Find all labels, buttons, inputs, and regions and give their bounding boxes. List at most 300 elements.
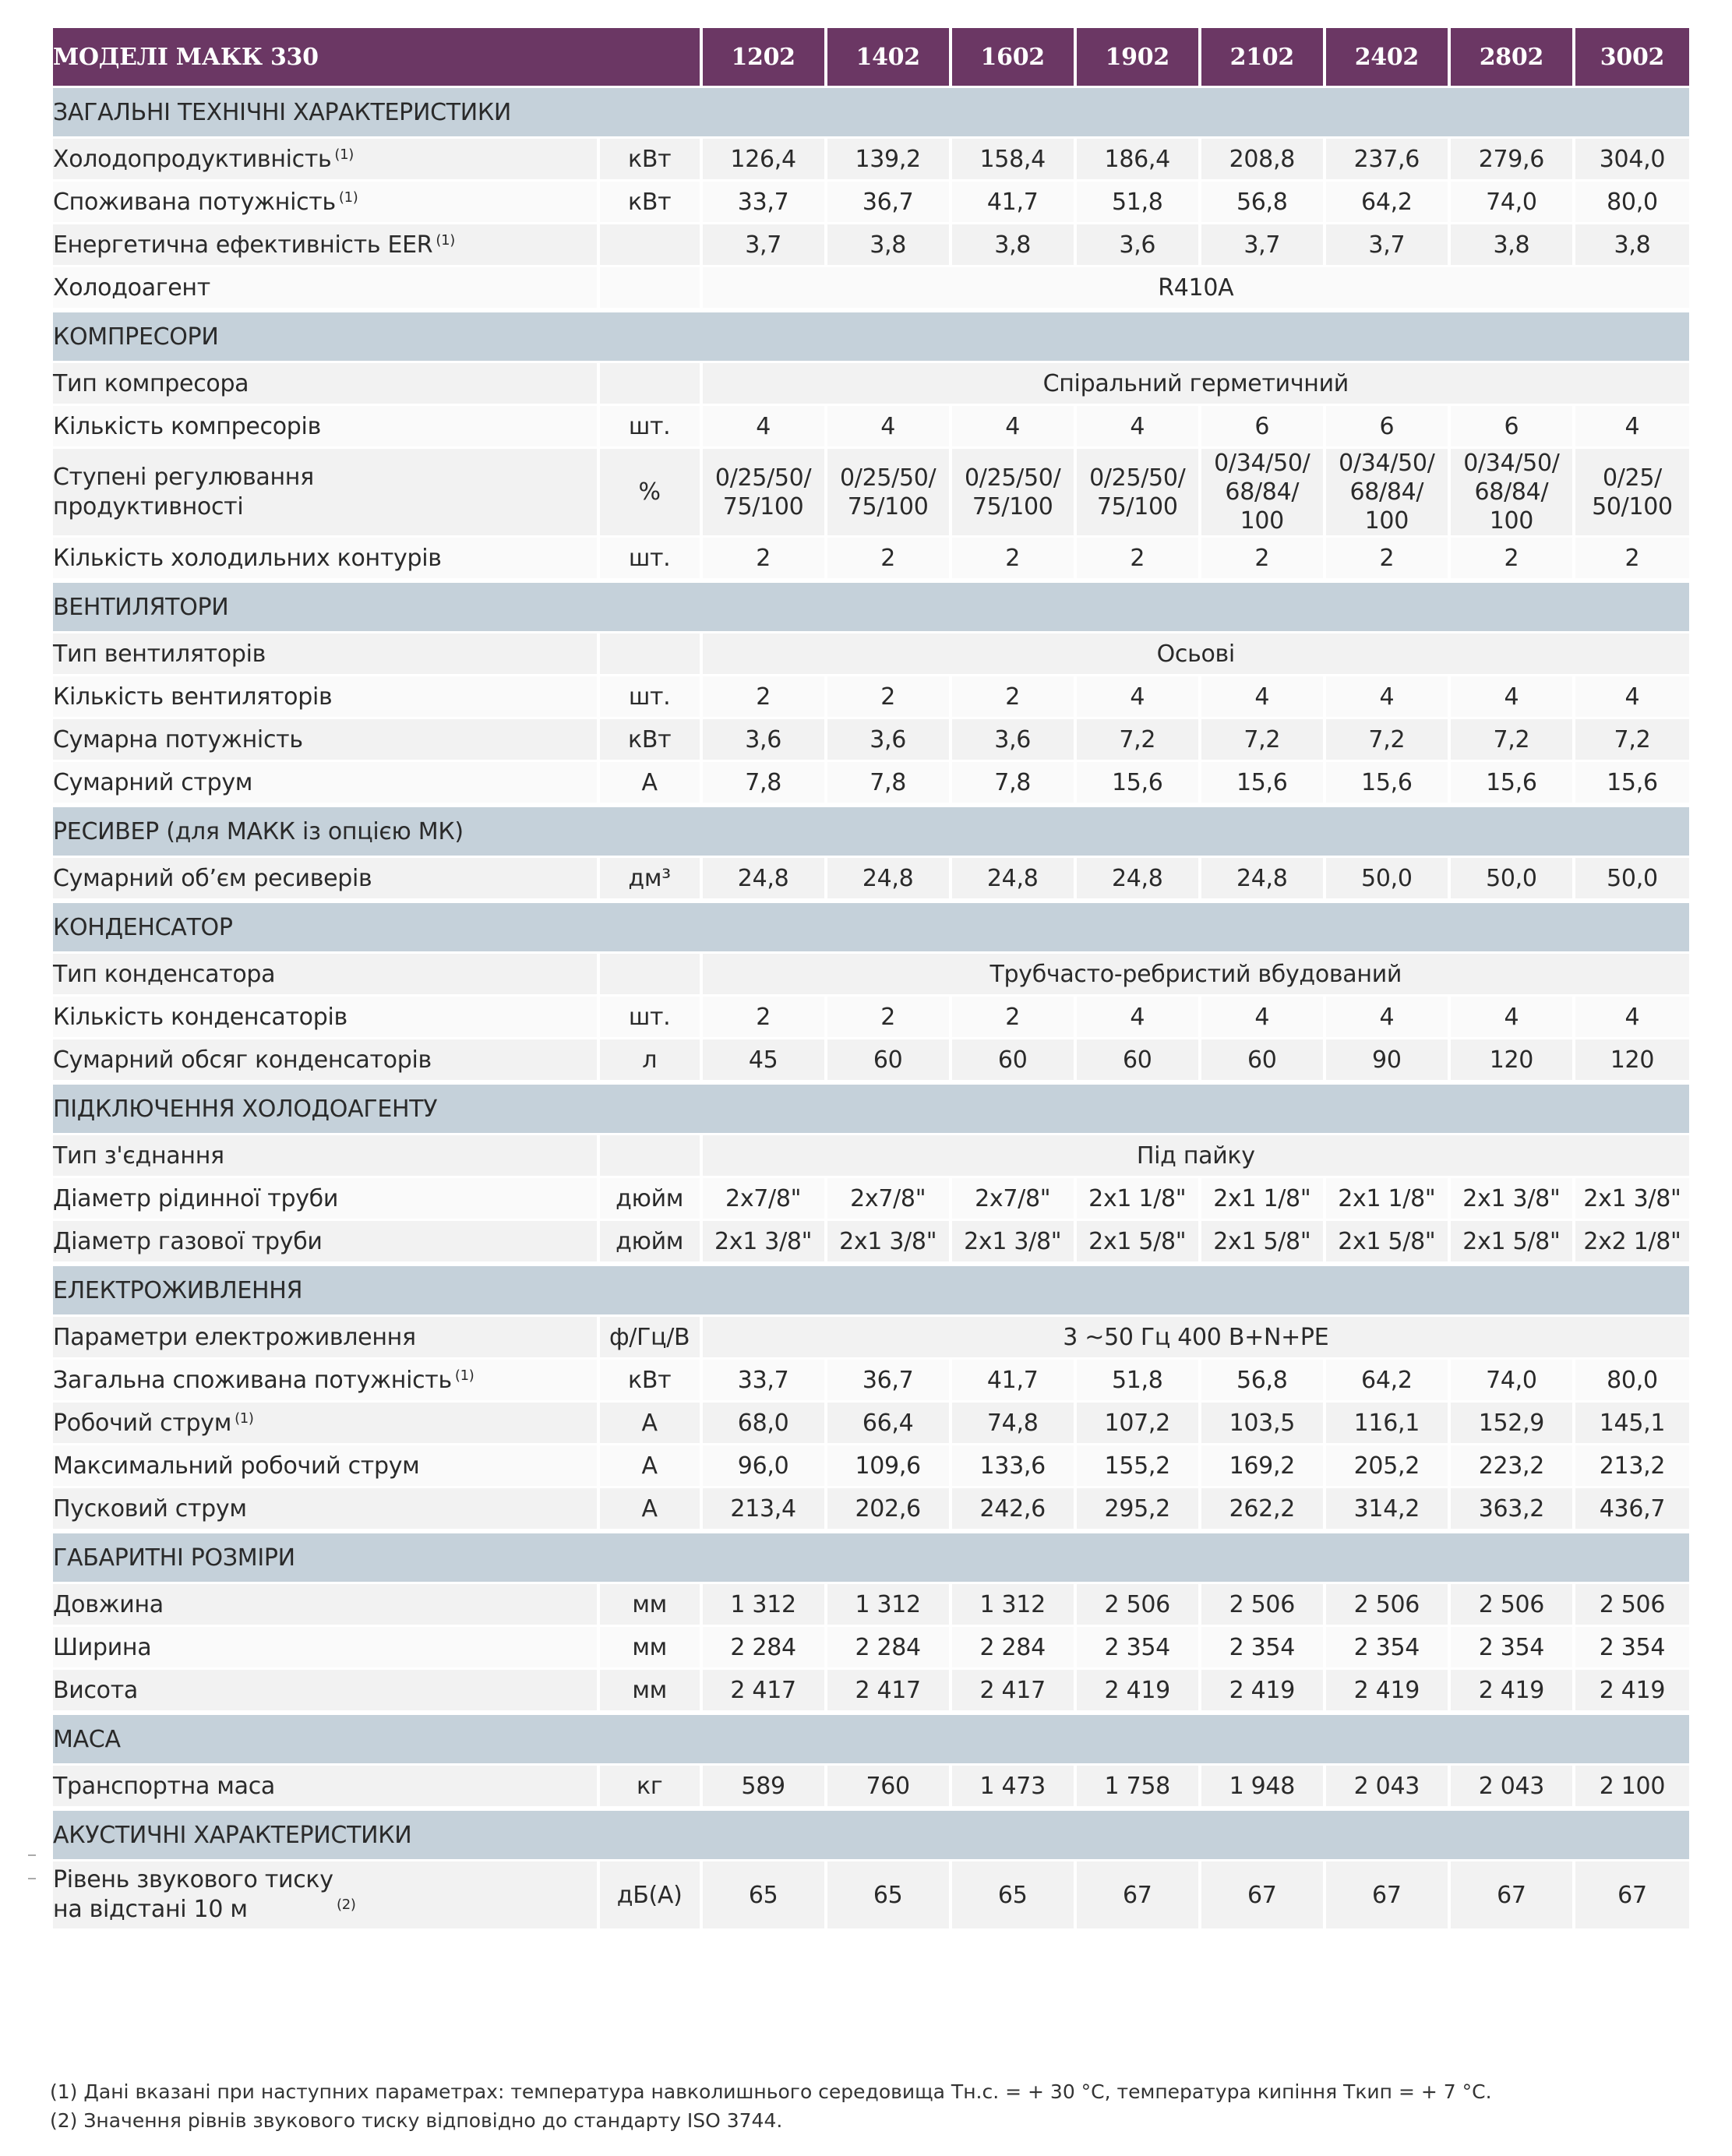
row-unit: кг [600,1766,700,1806]
model-header: 1402 [827,28,949,86]
cell-value: 304,0 [1575,139,1689,179]
section-title: ПІДКЛЮЧЕННЯ ХОЛОДОАГЕНТУ [53,1085,1689,1133]
cell-value: 3,6 [1077,224,1198,265]
model-header: 1902 [1077,28,1198,86]
cell-value: 80,0 [1575,1360,1689,1400]
row-label-text: Кількість вентиляторів [53,683,333,711]
section-title: КОМПРЕСОРИ [53,312,1689,361]
cell-value: 41,7 [952,182,1074,222]
cell-value: 109,6 [827,1445,949,1486]
row-unit [600,954,700,994]
cell-value: 3,8 [1451,224,1572,265]
cell-value: 2 506 [1077,1584,1198,1625]
cell-value: 50,0 [1326,858,1448,898]
row-label [53,224,597,265]
row-unit [600,633,700,674]
cell-value: 7,8 [827,762,949,803]
cell-value: 213,4 [703,1488,824,1529]
cell-value: 242,6 [952,1488,1074,1529]
row-label [53,182,597,222]
table-row [53,406,1689,446]
cell-value: 24,8 [703,858,824,898]
cell-value: 139,2 [827,139,949,179]
cell-value: 7,2 [1451,719,1572,760]
margin-mark [28,1878,36,1879]
cell-value: 2 [1451,538,1572,578]
cell-value: 0/34/50/ 68/84/ 100 [1451,449,1572,535]
cell-value: 2 [703,538,824,578]
footnote-2: (2) Значення рівнів звукового тиску відповідно до стандарту ISO 3744. [50,2109,783,2132]
cell-value: 2 [1201,538,1323,578]
row-unit: А [600,762,700,803]
row-unit: кВт [600,182,700,222]
cell-value: 2x1 5/8" [1201,1221,1323,1261]
table-row [53,1039,1689,1080]
table-row [53,1221,1689,1261]
section-header [53,312,1689,361]
row-label [53,1178,597,1219]
model-header: 1602 [952,28,1074,86]
cell-value: 36,7 [827,182,949,222]
row-unit: шт. [600,997,700,1037]
cell-value: 0/25/50/ 75/100 [952,449,1074,535]
cell-value: 65 [703,1861,824,1928]
cell-value: 2x1 3/8" [1575,1178,1689,1219]
model-header: 2102 [1201,28,1323,86]
row-unit [600,1135,700,1176]
cell-value: 2x1 3/8" [952,1221,1074,1261]
section-title: ЗАГАЛЬНІ ТЕХНІЧНІ ХАРАКТЕРИСТИКИ [53,88,1689,136]
cell-value: 2 506 [1201,1584,1323,1625]
row-label [53,1039,597,1080]
row-label-text: Енергетична ефективність EER [53,231,433,259]
section-title: МАСА [53,1715,1689,1763]
section-title: ГАБАРИТНІ РОЗМІРИ [53,1533,1689,1582]
cell-value: 36,7 [827,1360,949,1400]
row-label-text: Ступені регулювання продуктивності [53,463,314,520]
row-label [53,633,597,674]
section-title: КОНДЕНСАТОР [53,903,1689,951]
footnote-ref: (1) [334,146,355,163]
cell-value: 1 312 [952,1584,1074,1625]
row-label [53,1584,597,1625]
row-unit: дюйм [600,1221,700,1261]
cell-value: 223,2 [1451,1445,1572,1486]
table-row [53,633,1689,674]
cell-value: 3,8 [952,224,1074,265]
cell-value: 2 419 [1326,1670,1448,1710]
cell-value: 80,0 [1575,182,1689,222]
row-unit: кВт [600,719,700,760]
row-label-text: Холодоагент [53,273,210,302]
cell-value: 133,6 [952,1445,1074,1486]
row-unit: шт. [600,538,700,578]
cell-value: 68,0 [703,1403,824,1443]
cell-value: 65 [827,1861,949,1928]
row-label [53,1221,597,1261]
row-label-text: Діаметр газової труби [53,1227,323,1255]
row-label [53,449,597,535]
cell-value: 4 [1077,997,1198,1037]
cell-value: 67 [1201,1861,1323,1928]
cell-value: 4 [1326,997,1448,1037]
cell-value: 2 043 [1326,1766,1448,1806]
cell-value: 103,5 [1201,1403,1323,1443]
cell-value: 262,2 [1201,1488,1323,1529]
cell-value: 7,2 [1077,719,1198,760]
cell-value: 15,6 [1575,762,1689,803]
cell-value: 50,0 [1575,858,1689,898]
cell-value: 314,2 [1326,1488,1448,1529]
table-row [53,224,1689,265]
footnotes [50,2077,1492,2135]
cell-value: 2 284 [703,1627,824,1667]
section-title: РЕСИВЕР (для МАКК із опцією МК) [53,807,1689,856]
cell-value: 2x1 3/8" [827,1221,949,1261]
row-label [53,1766,597,1806]
table-row [53,538,1689,578]
cell-value: 436,7 [1575,1488,1689,1529]
row-label-text: Висота [53,1676,138,1704]
table-row [53,1766,1689,1806]
table-row [53,954,1689,994]
cell-value: 3,8 [1575,224,1689,265]
table-row [53,139,1689,179]
row-unit: кВт [600,1360,700,1400]
row-unit: А [600,1403,700,1443]
cell-value: 4 [952,406,1074,446]
model-header: 2802 [1451,28,1572,86]
section-header [53,903,1689,951]
row-unit: дюйм [600,1178,700,1219]
cell-value: 2 [1575,538,1689,578]
row-label-text: Кількість компресорів [53,412,321,440]
row-label [53,719,597,760]
cell-value: 120 [1575,1039,1689,1080]
row-label-text: Максимальний робочий струм [53,1452,420,1480]
cell-value: 2x2 1/8" [1575,1221,1689,1261]
row-label-text: Ширина [53,1633,152,1661]
spec-table [50,28,1692,1931]
row-label [53,1670,597,1710]
cell-value: 2x7/8" [952,1178,1074,1219]
table-row [53,1670,1689,1710]
row-label [53,538,597,578]
cell-value: 64,2 [1326,1360,1448,1400]
cell-value: 24,8 [1077,858,1198,898]
cell-value: 2x1 5/8" [1077,1221,1198,1261]
cell-value: 169,2 [1201,1445,1323,1486]
cell-value: 3,6 [703,719,824,760]
table-row [53,182,1689,222]
section-header [53,1715,1689,1763]
cell-value: 24,8 [1201,858,1323,898]
cell-value: 60 [1077,1039,1198,1080]
table-row [53,1627,1689,1667]
cell-value: 2 [827,538,949,578]
cell-value: 2 419 [1575,1670,1689,1710]
cell-value: 2x1 3/8" [1451,1178,1572,1219]
cell-value: 7,8 [952,762,1074,803]
cell-value: 116,1 [1326,1403,1448,1443]
cell-value: 67 [1575,1861,1689,1928]
model-header: 3002 [1575,28,1689,86]
table-row [53,997,1689,1037]
cell-value: 15,6 [1077,762,1198,803]
row-label [53,363,597,404]
cell-value: 2 [703,997,824,1037]
cell-value: 2 506 [1326,1584,1448,1625]
row-label-text: Пусковий струм [53,1494,247,1523]
cell-value: 6 [1201,406,1323,446]
cell-value: 4 [827,406,949,446]
row-label-text: Кількість холодильних контурів [53,544,442,572]
cell-value: 4 [1077,676,1198,717]
cell-value: 2 [827,997,949,1037]
cell-value: 2 417 [703,1670,824,1710]
table-row [53,1360,1689,1400]
cell-value: 4 [1575,676,1689,717]
cell-value: 2 419 [1451,1670,1572,1710]
cell-value: 213,2 [1575,1445,1689,1486]
section-title: АКУСТИЧНІ ХАРАКТЕРИСТИКИ [53,1811,1689,1859]
cell-value: 145,1 [1575,1403,1689,1443]
cell-value: 2x1 5/8" [1451,1221,1572,1261]
row-unit: % [600,449,700,535]
cell-value: 4 [1201,676,1323,717]
row-unit: А [600,1488,700,1529]
cell-value: 0/25/50/ 75/100 [1077,449,1198,535]
row-unit: л [600,1039,700,1080]
cell-value: 155,2 [1077,1445,1198,1486]
cell-value: 2 [1326,538,1448,578]
row-label-text: Тип компресора [53,369,249,397]
cell-value: 15,6 [1326,762,1448,803]
row-label [53,1360,597,1400]
row-label-text: Тип конденсатора [53,960,276,988]
cell-value: 2x1 1/8" [1077,1178,1198,1219]
table-row [53,762,1689,803]
cell-value: 50,0 [1451,858,1572,898]
cell-value: 158,4 [952,139,1074,179]
section-header [53,1085,1689,1133]
cell-value: 2 [827,676,949,717]
table-row [53,719,1689,760]
cell-value: 2 284 [827,1627,949,1667]
row-label [53,1488,597,1529]
row-unit: кВт [600,139,700,179]
cell-value: 3,6 [952,719,1074,760]
cell-value: 2 419 [1077,1670,1198,1710]
cell-value: 90 [1326,1039,1448,1080]
footnote-ref: (1) [235,1410,254,1427]
row-label-text: Холодопродуктивність [53,145,332,173]
row-unit: мм [600,1670,700,1710]
row-label [53,1861,597,1928]
row-label [53,1403,597,1443]
cell-value: 760 [827,1766,949,1806]
cell-value: 3,7 [703,224,824,265]
row-label-text: Тип з'єднання [53,1142,224,1170]
row-label [53,997,597,1037]
cell-value: 2 419 [1201,1670,1323,1710]
table-row [53,1317,1689,1357]
cell-value: 4 [1575,997,1689,1037]
row-label [53,954,597,994]
cell-value: 0/34/50/ 68/84/ 100 [1326,449,1448,535]
row-span-value: R410A [703,267,1689,308]
section-header [53,88,1689,136]
table-row [53,858,1689,898]
cell-value: 7,2 [1326,719,1448,760]
row-label [53,406,597,446]
cell-value: 3,7 [1201,224,1323,265]
row-label [53,267,597,308]
cell-value: 2 284 [952,1627,1074,1667]
cell-value: 2 354 [1451,1627,1572,1667]
cell-value: 2 [952,676,1074,717]
cell-value: 2 417 [952,1670,1074,1710]
table-row [53,1403,1689,1443]
table-row [53,1861,1689,1928]
row-unit: шт. [600,406,700,446]
cell-value: 67 [1451,1861,1572,1928]
cell-value: 2x7/8" [703,1178,824,1219]
section-header [53,1811,1689,1859]
cell-value: 0/25/ 50/100 [1575,449,1689,535]
cell-value: 1 948 [1201,1766,1323,1806]
table-row [53,1178,1689,1219]
section-header [53,583,1689,631]
row-label [53,762,597,803]
row-unit [600,363,700,404]
cell-value: 2 354 [1201,1627,1323,1667]
row-unit: А [600,1445,700,1486]
cell-value: 24,8 [952,858,1074,898]
row-unit [600,267,700,308]
cell-value: 56,8 [1201,1360,1323,1400]
row-label-text: Діаметр рідинної труби [53,1184,339,1212]
row-unit: дм³ [600,858,700,898]
row-label [53,1135,597,1176]
row-label-text: Параметри електроживлення [53,1323,416,1351]
cell-value: 66,4 [827,1403,949,1443]
row-label-text: Транспортна маса [53,1772,275,1800]
row-span-value: Спіральний герметичний [703,363,1689,404]
cell-value: 2 [952,997,1074,1037]
cell-value: 4 [1451,997,1572,1037]
cell-value: 186,4 [1077,139,1198,179]
model-header: 2402 [1326,28,1448,86]
cell-value: 202,6 [827,1488,949,1529]
cell-value: 24,8 [827,858,949,898]
cell-value: 1 312 [703,1584,824,1625]
footnote-ref: (1) [436,231,455,249]
row-label [53,676,597,717]
row-label-text: Споживана потужність [53,188,336,216]
cell-value: 126,4 [703,139,824,179]
row-unit: дБ(А) [600,1861,700,1928]
cell-value: 3,8 [827,224,949,265]
cell-value: 67 [1077,1861,1198,1928]
cell-value: 65 [952,1861,1074,1928]
cell-value: 51,8 [1077,1360,1198,1400]
margin-mark [28,1854,36,1856]
cell-value: 237,6 [1326,139,1448,179]
cell-value: 67 [1326,1861,1448,1928]
cell-value: 2 354 [1575,1627,1689,1667]
cell-value: 7,8 [703,762,824,803]
cell-value: 1 312 [827,1584,949,1625]
cell-value: 2 354 [1326,1627,1448,1667]
row-label-text: Робочий струм [53,1409,232,1437]
table-row [53,267,1689,308]
header-row [53,28,1689,86]
table-row [53,1445,1689,1486]
cell-value: 7,2 [1201,719,1323,760]
row-span-value: Осьові [703,633,1689,674]
table-row [53,1584,1689,1625]
cell-value: 2x1 3/8" [703,1221,824,1261]
row-label [53,1445,597,1486]
cell-value: 74,0 [1451,1360,1572,1400]
table-row [53,449,1689,535]
row-label-text: Сумарний струм [53,768,253,796]
cell-value: 0/25/50/ 75/100 [827,449,949,535]
row-unit: шт. [600,676,700,717]
row-label [53,1317,597,1357]
footnote-ref: (2) [337,1897,356,1913]
cell-value: 60 [827,1039,949,1080]
cell-value: 107,2 [1077,1403,1198,1443]
row-label-text: Загальна споживана потужність [53,1366,452,1394]
row-label [53,139,597,179]
cell-value: 589 [703,1766,824,1806]
table-row [53,1488,1689,1529]
cell-value: 205,2 [1326,1445,1448,1486]
row-label-text: Сумарний обсяг конденсаторів [53,1046,432,1074]
cell-value: 3,7 [1326,224,1448,265]
footnote-1: (1) Дані вказані при наступних параметрах: температура навколишнього середовища Тн.с. = + 30 °С, температура кипіння Ткип = + 7 °С. [50,2080,1492,2103]
cell-value: 2 506 [1575,1584,1689,1625]
cell-value: 2 354 [1077,1627,1198,1667]
section-header [53,1533,1689,1582]
cell-value: 2 [1077,538,1198,578]
cell-value: 60 [1201,1039,1323,1080]
row-unit: мм [600,1584,700,1625]
table-row [53,676,1689,717]
cell-value: 208,8 [1201,139,1323,179]
section-title: ЕЛЕКТРОЖИВЛЕННЯ [53,1266,1689,1314]
cell-value: 4 [1575,406,1689,446]
cell-value: 2 [952,538,1074,578]
cell-value: 295,2 [1077,1488,1198,1529]
row-unit: ф/Гц/В [600,1317,700,1357]
cell-value: 15,6 [1201,762,1323,803]
row-label-text: Тип вентиляторів [53,640,266,668]
cell-value: 1 758 [1077,1766,1198,1806]
section-header [53,807,1689,856]
cell-value: 4 [703,406,824,446]
cell-value: 120 [1451,1039,1572,1080]
table-row [53,363,1689,404]
cell-value: 2x1 1/8" [1326,1178,1448,1219]
cell-value: 96,0 [703,1445,824,1486]
row-unit [600,224,700,265]
cell-value: 3,6 [827,719,949,760]
cell-value: 33,7 [703,182,824,222]
cell-value: 279,6 [1451,139,1572,179]
